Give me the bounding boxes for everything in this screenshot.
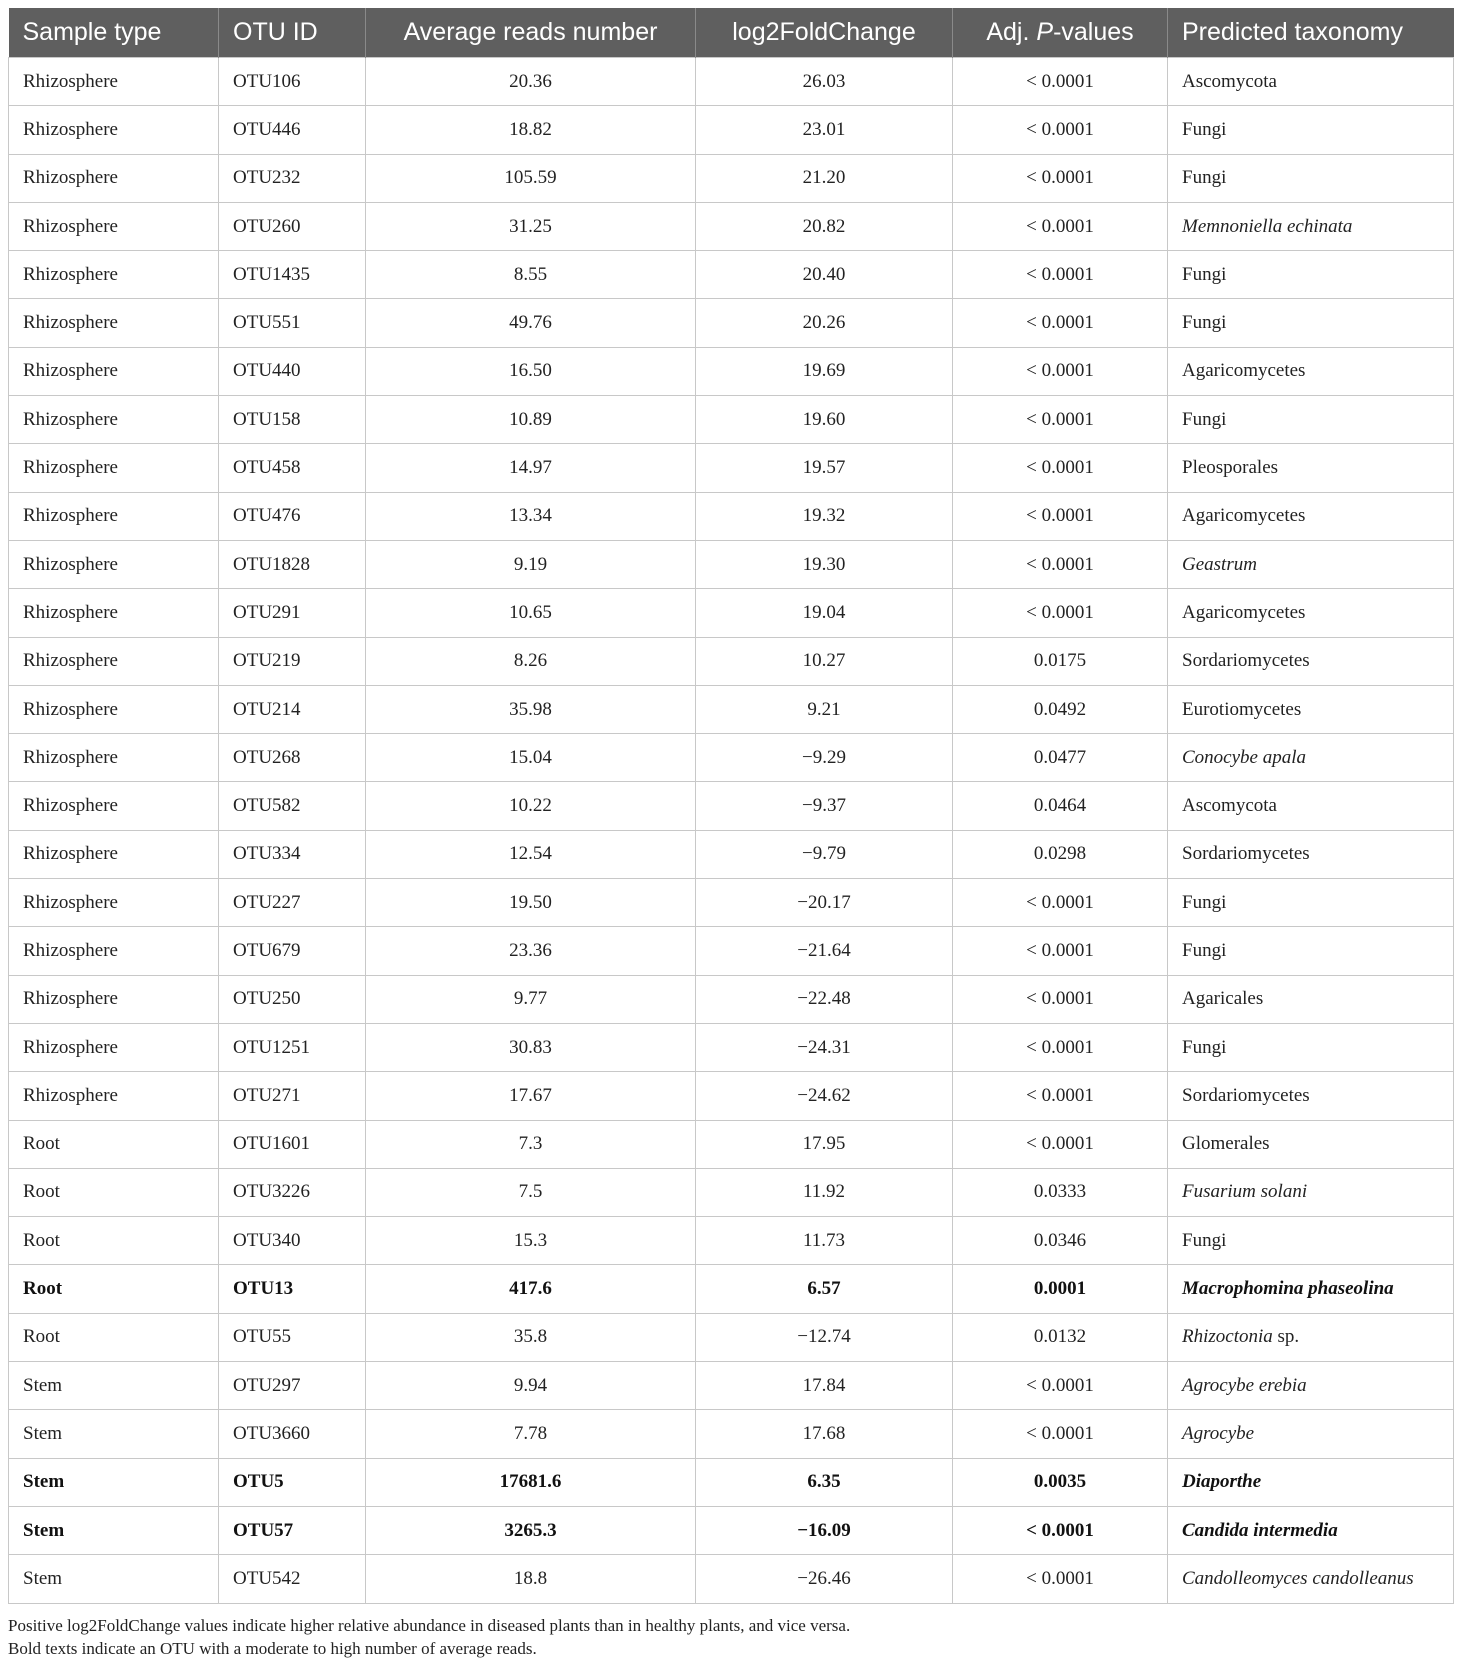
cell-log2foldchange: 11.73 [696,1217,953,1265]
cell-adj-p-value: < 0.0001 [953,444,1168,492]
cell-adj-p-value: 0.0333 [953,1168,1168,1216]
cell-predicted-taxonomy [1168,1120,1454,1168]
table-row [9,1555,1454,1603]
cell-predicted-taxonomy [1168,492,1454,540]
taxonomy-name: Candida intermedia [1182,1519,1338,1541]
cell-otu-id: OTU57 [219,1506,366,1554]
cell-sample-type: Root [9,1217,219,1265]
taxonomy-name: Memnoniella echinata [1182,215,1353,237]
table-row [9,347,1454,395]
cell-sample-type: Stem [9,1555,219,1603]
cell-log2foldchange: 19.04 [696,589,953,637]
cell-average-reads: 10.89 [366,396,696,444]
cell-sample-type: Stem [9,1362,219,1410]
cell-otu-id: OTU1435 [219,251,366,299]
cell-sample-type: Rhizosphere [9,396,219,444]
cell-adj-p-value: < 0.0001 [953,202,1168,250]
cell-adj-p-value: < 0.0001 [953,492,1168,540]
cell-sample-type: Rhizosphere [9,589,219,637]
cell-average-reads: 18.8 [366,1555,696,1603]
cell-otu-id: OTU268 [219,734,366,782]
cell-log2foldchange: 6.57 [696,1265,953,1313]
cell-otu-id: OTU55 [219,1313,366,1361]
cell-adj-p-value: < 0.0001 [953,58,1168,106]
cell-otu-id: OTU5 [219,1458,366,1506]
cell-average-reads: 8.55 [366,251,696,299]
cell-log2foldchange: 19.30 [696,540,953,588]
cell-adj-p-value: < 0.0001 [953,106,1168,154]
cell-average-reads: 15.04 [366,734,696,782]
cell-otu-id: OTU340 [219,1217,366,1265]
table-row [9,1458,1454,1506]
cell-average-reads: 17681.6 [366,1458,696,1506]
cell-adj-p-value: < 0.0001 [953,879,1168,927]
cell-log2foldchange: −22.48 [696,975,953,1023]
taxonomy-name: Rhizoctonia [1182,1326,1273,1348]
cell-otu-id: OTU542 [219,1555,366,1603]
taxonomy-name: Fungi [1182,408,1227,430]
cell-log2foldchange: 20.26 [696,299,953,347]
table-row [9,540,1454,588]
table-row [9,396,1454,444]
cell-predicted-taxonomy [1168,589,1454,637]
cell-sample-type: Rhizosphere [9,106,219,154]
cell-predicted-taxonomy [1168,347,1454,395]
cell-adj-p-value: 0.0132 [953,1313,1168,1361]
cell-log2foldchange: 21.20 [696,154,953,202]
taxonomy-name: Fungi [1182,1036,1227,1058]
cell-otu-id: OTU158 [219,396,366,444]
taxonomy-name: Fungi [1182,939,1227,961]
cell-log2foldchange: −21.64 [696,927,953,975]
cell-otu-id: OTU13 [219,1265,366,1313]
cell-sample-type: Rhizosphere [9,685,219,733]
header-adj-p-italic: P [1036,18,1054,46]
cell-predicted-taxonomy [1168,1072,1454,1120]
table-row [9,1362,1454,1410]
cell-sample-type: Rhizosphere [9,58,219,106]
cell-sample-type: Rhizosphere [9,154,219,202]
cell-average-reads: 35.98 [366,685,696,733]
cell-sample-type: Rhizosphere [9,830,219,878]
cell-log2foldchange: 20.82 [696,202,953,250]
table-row [9,879,1454,927]
cell-otu-id: OTU227 [219,879,366,927]
cell-sample-type: Rhizosphere [9,251,219,299]
cell-average-reads: 35.8 [366,1313,696,1361]
cell-sample-type: Stem [9,1506,219,1554]
cell-adj-p-value: < 0.0001 [953,975,1168,1023]
table-row [9,589,1454,637]
cell-average-reads: 18.82 [366,106,696,154]
cell-predicted-taxonomy [1168,975,1454,1023]
table-row [9,1120,1454,1168]
header-otu-id: OTU ID [219,8,366,58]
table-row [9,1168,1454,1216]
otu-table-container [8,8,1453,1604]
cell-average-reads: 31.25 [366,202,696,250]
cell-log2foldchange: 19.32 [696,492,953,540]
cell-adj-p-value: 0.0346 [953,1217,1168,1265]
taxonomy-name: Eurotiomycetes [1182,698,1302,720]
table-row [9,1217,1454,1265]
cell-average-reads: 417.6 [366,1265,696,1313]
cell-adj-p-value: < 0.0001 [953,1120,1168,1168]
cell-log2foldchange: −20.17 [696,879,953,927]
cell-adj-p-value: < 0.0001 [953,299,1168,347]
cell-log2foldchange: 11.92 [696,1168,953,1216]
table-row [9,58,1454,106]
cell-predicted-taxonomy [1168,154,1454,202]
table-row [9,1506,1454,1554]
taxonomy-name: Ascomycota [1182,70,1277,92]
cell-log2foldchange: 19.57 [696,444,953,492]
cell-adj-p-value: < 0.0001 [953,1072,1168,1120]
cell-log2foldchange: −9.79 [696,830,953,878]
cell-average-reads: 9.19 [366,540,696,588]
cell-predicted-taxonomy [1168,879,1454,927]
table-row [9,975,1454,1023]
cell-otu-id: OTU106 [219,58,366,106]
table-row [9,685,1454,733]
cell-adj-p-value: < 0.0001 [953,251,1168,299]
cell-sample-type: Rhizosphere [9,734,219,782]
table-row [9,734,1454,782]
cell-otu-id: OTU679 [219,927,366,975]
cell-otu-id: OTU3660 [219,1410,366,1458]
cell-otu-id: OTU1828 [219,540,366,588]
cell-adj-p-value: 0.0464 [953,782,1168,830]
cell-otu-id: OTU214 [219,685,366,733]
cell-average-reads: 19.50 [366,879,696,927]
cell-sample-type: Rhizosphere [9,1072,219,1120]
cell-average-reads: 15.3 [366,1217,696,1265]
taxonomy-name: Conocybe apala [1182,746,1307,768]
cell-adj-p-value: < 0.0001 [953,396,1168,444]
cell-sample-type: Rhizosphere [9,444,219,492]
cell-average-reads: 17.67 [366,1072,696,1120]
header-sample-type: Sample type [9,8,219,58]
cell-predicted-taxonomy [1168,202,1454,250]
cell-adj-p-value: < 0.0001 [953,540,1168,588]
cell-sample-type: Rhizosphere [9,540,219,588]
cell-otu-id: OTU476 [219,492,366,540]
cell-predicted-taxonomy [1168,685,1454,733]
cell-otu-id: OTU250 [219,975,366,1023]
cell-sample-type: Rhizosphere [9,879,219,927]
cell-adj-p-value: < 0.0001 [953,1023,1168,1071]
cell-sample-type: Stem [9,1458,219,1506]
cell-adj-p-value: < 0.0001 [953,1410,1168,1458]
taxonomy-name: Fungi [1182,118,1227,140]
cell-adj-p-value: 0.0001 [953,1265,1168,1313]
table-row [9,106,1454,154]
taxonomy-name: Sordariomycetes [1182,650,1310,672]
table-row [9,1313,1454,1361]
cell-adj-p-value: 0.0477 [953,734,1168,782]
cell-average-reads: 13.34 [366,492,696,540]
cell-log2foldchange: 23.01 [696,106,953,154]
cell-log2foldchange: 17.84 [696,1362,953,1410]
cell-log2foldchange: 10.27 [696,637,953,685]
taxonomy-name: Sordariomycetes [1182,1084,1310,1106]
cell-otu-id: OTU446 [219,106,366,154]
cell-log2foldchange: 19.69 [696,347,953,395]
cell-average-reads: 10.65 [366,589,696,637]
table-row [9,830,1454,878]
cell-predicted-taxonomy [1168,1506,1454,1554]
cell-sample-type: Root [9,1168,219,1216]
cell-sample-type: Rhizosphere [9,637,219,685]
cell-predicted-taxonomy [1168,734,1454,782]
cell-otu-id: OTU219 [219,637,366,685]
cell-average-reads: 7.5 [366,1168,696,1216]
taxonomy-name: Ascomycota [1182,795,1277,817]
cell-otu-id: OTU582 [219,782,366,830]
cell-log2foldchange: 20.40 [696,251,953,299]
cell-otu-id: OTU260 [219,202,366,250]
table-row [9,444,1454,492]
cell-adj-p-value: < 0.0001 [953,1555,1168,1603]
cell-adj-p-value: < 0.0001 [953,927,1168,975]
taxonomy-name: Fungi [1182,891,1227,913]
table-row [9,1023,1454,1071]
taxonomy-name: Fungi [1182,263,1227,285]
cell-log2foldchange: −9.37 [696,782,953,830]
cell-average-reads: 9.77 [366,975,696,1023]
cell-log2foldchange: −26.46 [696,1555,953,1603]
cell-sample-type: Rhizosphere [9,975,219,1023]
cell-log2foldchange: 19.60 [696,396,953,444]
taxonomy-name: Fungi [1182,1229,1227,1251]
taxonomy-name: Agaricales [1182,988,1264,1010]
cell-otu-id: OTU297 [219,1362,366,1410]
cell-sample-type: Rhizosphere [9,927,219,975]
cell-average-reads: 23.36 [366,927,696,975]
header-adj-p-suffix: -values [1053,18,1134,46]
taxonomy-name: Fungi [1182,312,1227,334]
cell-average-reads: 105.59 [366,154,696,202]
cell-predicted-taxonomy [1168,299,1454,347]
cell-predicted-taxonomy [1168,782,1454,830]
taxonomy-name: Agaricomycetes [1182,360,1306,382]
otu-table [8,8,1454,1604]
table-row [9,202,1454,250]
cell-average-reads: 10.22 [366,782,696,830]
cell-predicted-taxonomy [1168,1410,1454,1458]
cell-otu-id: OTU1601 [219,1120,366,1168]
cell-otu-id: OTU271 [219,1072,366,1120]
cell-predicted-taxonomy [1168,1362,1454,1410]
cell-sample-type: Rhizosphere [9,202,219,250]
cell-predicted-taxonomy [1168,58,1454,106]
taxonomy-name: Agaricomycetes [1182,601,1306,623]
table-row [9,299,1454,347]
header-adj-p-values [953,8,1168,58]
cell-average-reads: 8.26 [366,637,696,685]
taxonomy-name: Agrocybe [1182,1422,1255,1444]
header-predicted-taxonomy: Predicted taxonomy [1168,8,1454,58]
taxonomy-suffix: sp. [1272,1326,1300,1348]
cell-adj-p-value: < 0.0001 [953,154,1168,202]
table-body [9,58,1454,1604]
table-row [9,1072,1454,1120]
cell-average-reads: 14.97 [366,444,696,492]
taxonomy-name: Candolleomyces candolleanus [1182,1567,1414,1589]
taxonomy-name: Geastrum [1182,553,1257,575]
taxonomy-name: Glomerales [1182,1133,1270,1155]
cell-predicted-taxonomy [1168,396,1454,444]
cell-predicted-taxonomy [1168,1168,1454,1216]
footnote-bold: Bold texts indicate an OTU with a moderate to high number of average reads. [8,1639,537,1658]
cell-sample-type: Root [9,1120,219,1168]
cell-sample-type: Rhizosphere [9,347,219,395]
cell-predicted-taxonomy [1168,1217,1454,1265]
cell-otu-id: OTU3226 [219,1168,366,1216]
cell-average-reads: 20.36 [366,58,696,106]
footnote-log2fc: Positive log2FoldChange values indicate higher relative abundance in diseased plants than in healthy plants, and vice versa. [8,1616,851,1635]
cell-predicted-taxonomy [1168,637,1454,685]
cell-log2foldchange: −16.09 [696,1506,953,1554]
cell-log2foldchange: −9.29 [696,734,953,782]
cell-predicted-taxonomy [1168,927,1454,975]
header-log2foldchange: log2FoldChange [696,8,953,58]
cell-adj-p-value: < 0.0001 [953,589,1168,637]
cell-log2foldchange: 17.68 [696,1410,953,1458]
cell-sample-type: Rhizosphere [9,1023,219,1071]
table-header [9,8,1454,58]
cell-average-reads: 30.83 [366,1023,696,1071]
cell-predicted-taxonomy [1168,251,1454,299]
cell-predicted-taxonomy [1168,1458,1454,1506]
cell-log2foldchange: 6.35 [696,1458,953,1506]
header-row [9,8,1454,58]
header-adj-p-prefix: Adj. [986,18,1037,46]
cell-adj-p-value: 0.0175 [953,637,1168,685]
cell-average-reads: 3265.3 [366,1506,696,1554]
cell-adj-p-value: < 0.0001 [953,1362,1168,1410]
cell-sample-type: Rhizosphere [9,492,219,540]
cell-predicted-taxonomy [1168,1265,1454,1313]
cell-otu-id: OTU291 [219,589,366,637]
cell-otu-id: OTU232 [219,154,366,202]
cell-predicted-taxonomy [1168,540,1454,588]
table-row [9,1410,1454,1458]
cell-predicted-taxonomy [1168,1313,1454,1361]
cell-otu-id: OTU458 [219,444,366,492]
taxonomy-name: Macrophomina phaseolina [1182,1278,1394,1300]
cell-adj-p-value: 0.0298 [953,830,1168,878]
cell-sample-type: Rhizosphere [9,782,219,830]
taxonomy-name: Pleosporales [1182,457,1279,479]
cell-log2foldchange: 17.95 [696,1120,953,1168]
taxonomy-name: Agrocybe erebia [1182,1374,1307,1396]
table-row [9,637,1454,685]
cell-average-reads: 9.94 [366,1362,696,1410]
cell-average-reads: 7.3 [366,1120,696,1168]
cell-predicted-taxonomy [1168,1555,1454,1603]
table-row [9,251,1454,299]
taxonomy-name: Diaporthe [1182,1471,1262,1493]
cell-log2foldchange: −12.74 [696,1313,953,1361]
cell-average-reads: 7.78 [366,1410,696,1458]
cell-log2foldchange: −24.31 [696,1023,953,1071]
cell-otu-id: OTU551 [219,299,366,347]
cell-average-reads: 16.50 [366,347,696,395]
cell-log2foldchange: −24.62 [696,1072,953,1120]
cell-average-reads: 49.76 [366,299,696,347]
cell-log2foldchange: 26.03 [696,58,953,106]
cell-sample-type: Stem [9,1410,219,1458]
cell-adj-p-value: 0.0492 [953,685,1168,733]
table-row [9,782,1454,830]
cell-adj-p-value: < 0.0001 [953,347,1168,395]
taxonomy-name: Fusarium solani [1182,1181,1308,1203]
table-row [9,492,1454,540]
table-footnotes [8,1614,850,1660]
cell-sample-type: Root [9,1313,219,1361]
cell-adj-p-value: 0.0035 [953,1458,1168,1506]
cell-predicted-taxonomy [1168,444,1454,492]
cell-predicted-taxonomy [1168,106,1454,154]
cell-sample-type: Rhizosphere [9,299,219,347]
cell-average-reads: 12.54 [366,830,696,878]
table-row [9,1265,1454,1313]
taxonomy-name: Agaricomycetes [1182,505,1306,527]
cell-predicted-taxonomy [1168,1023,1454,1071]
table-row [9,154,1454,202]
cell-predicted-taxonomy [1168,830,1454,878]
cell-otu-id: OTU440 [219,347,366,395]
taxonomy-name: Fungi [1182,167,1227,189]
cell-otu-id: OTU1251 [219,1023,366,1071]
table-row [9,927,1454,975]
taxonomy-name: Sordariomycetes [1182,843,1310,865]
header-average-reads: Average reads number [366,8,696,58]
cell-adj-p-value: < 0.0001 [953,1506,1168,1554]
cell-sample-type: Root [9,1265,219,1313]
cell-otu-id: OTU334 [219,830,366,878]
cell-log2foldchange: 9.21 [696,685,953,733]
